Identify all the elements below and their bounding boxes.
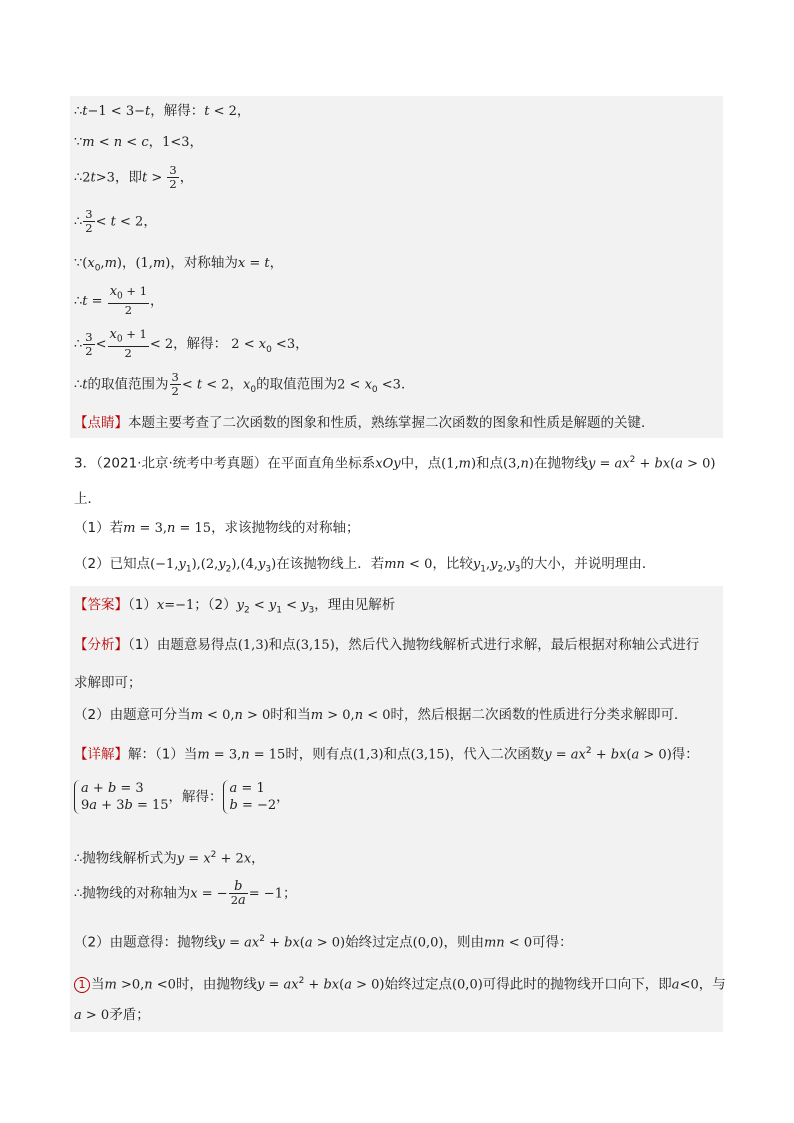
detail-equation-system: a + b = 3 9a + 3b = 15，解得：a = 1 b = −2， xyxy=(70,770,723,832)
solution-line-7: ∴ $\frac{3}{2}$ < $\frac{x_0 + 1}{2}$ < 2，解得： $2 < x_0 <3$， xyxy=(70,322,723,366)
analysis-line-1: 【分析】（1）由题意易得点(1,3)和点(3,15)，然后代入抛物线解析式进行求解，最后根据对称轴公式进行 xyxy=(70,624,723,662)
detail-line-4: ∴抛物线的对称轴为x = − $\frac{b}{2a}$ = −1； xyxy=(70,874,723,920)
question-3-stem-end xyxy=(70,490,723,510)
analysis-text-3a: （2）由题意可分当 xyxy=(74,707,191,723)
detail-text-5c: ，则由 xyxy=(443,934,484,951)
coordinate-system: xOy xyxy=(375,456,401,472)
solution-brace: a = 1 b = −2 xyxy=(223,780,277,814)
analysis-line-3: （2）由题意可分当m < 0,n > 0时和当m > 0,n < 0时，然后根据二次函数的性质进行分类求解即可． xyxy=(70,700,723,736)
detail-line-6: 1 当m >0,n <0时，由抛物线$y = ax^2 + bx(a > 0)$始终过定点(0,0)可得此时的抛物线开口向下，即a<0，与 xyxy=(70,960,723,1002)
detail-solve: ，解得： xyxy=(168,789,223,805)
analysis-line-2 xyxy=(70,662,723,700)
system-brace: a + b = 3 9a + 3b = 15 xyxy=(74,780,169,814)
question-3-part-2: （2）已知点$(-1,y_1),(2,y_2),(4,y_3)$在该抛物线上．若mn < 0，比较$y_1,y_2,y_3$的大小，并说明理由． xyxy=(74,556,656,575)
solution-line-4: ∴ $\frac{3}{2}$ < t < 2， xyxy=(70,202,723,246)
stem-text-3: 在抛物线 xyxy=(533,455,588,472)
stem-end: 上． xyxy=(74,491,101,507)
range-label-x0: 的取值范围为 xyxy=(256,376,338,393)
detail-text-1a: 解：（1）当 xyxy=(128,746,198,763)
part-1-prefix: （1）若 xyxy=(74,520,124,536)
detail-tag: 【详解】 xyxy=(74,746,128,763)
answer-tail: ，理由见解析 xyxy=(314,597,396,613)
solution-line-3: ∴2t>3，即t > $\frac{3}{2}$ ， xyxy=(70,158,723,202)
detail-line-7: a > 0矛盾； xyxy=(70,1002,723,1032)
answer-part-2: ；（2） xyxy=(194,597,237,613)
solution-line-5: $\because(x_0,m)$，(1,m)，对称轴为x = t， xyxy=(70,246,723,280)
part-2-prefix: （2）已知点 xyxy=(74,556,151,572)
detail-text-6e: ，与 xyxy=(698,976,726,993)
solution-line-1: ∴t−1 < 3−t，解得：t < 2， xyxy=(70,96,723,126)
solve-label: 解得： xyxy=(163,103,205,119)
note-tag: 【点睛】 xyxy=(74,415,128,431)
solution-line-8: ∴t的取值范围为 $\frac{3}{2}$ < t < 2，$x_0$的取值范围为$2 < x_0 <3$． xyxy=(70,366,723,408)
detail-text-6b: 时，由抛物线 xyxy=(175,976,257,993)
detail-text-5b: 始终过定点 xyxy=(345,934,413,951)
detail-text-6a: 当 xyxy=(91,976,105,993)
part-2-suffix: 的大小，并说明理由． xyxy=(520,556,656,572)
range-label-t: 的取值范围为 xyxy=(87,376,169,393)
analysis-text-3c: 时，然后根据二次函数的性质进行分类求解即可． xyxy=(390,707,688,723)
detail-text-1c: 和点 xyxy=(383,746,411,763)
question-3-stem: 3．（2021·北京·统考中考真题）在平面直角坐标系xOy中，点(1,m)和点(3,n)在抛物线$y = ax^2 + bx(a > 0)$ xyxy=(74,455,716,472)
solution-line-2: ∵m < n < c，1<3， xyxy=(70,126,723,158)
detail-line-5: （2）由题意得：抛物线$y = ax^2 + bx(a > 0)$始终过定点(0,0)，则由mn < 0可得： xyxy=(70,920,723,960)
detail-text-5a: （2）由题意得：抛物线 xyxy=(74,934,218,951)
detail-text-3: 抛物线解析式为 xyxy=(82,850,177,867)
detail-text-1d: ，代入二次函数 xyxy=(449,746,545,763)
answer-part-1: （1） xyxy=(128,597,157,613)
detail-line-3: ∴抛物线解析式为$y = x^2 + 2x$， xyxy=(70,832,723,874)
detail-text-6d: 可得此时的抛物线开口向下，即 xyxy=(482,976,672,993)
note-line xyxy=(70,408,723,438)
stem-text-1: 中，点 xyxy=(400,455,442,472)
question-3-part-1: （1）若m = 3,n = 15，求该抛物线的对称轴； xyxy=(74,520,360,536)
detail-text-6c: 始终过定点 xyxy=(384,976,452,993)
question-source: 3．（2021·北京·统考中考真题）在平面直角坐标系 xyxy=(74,455,376,472)
solution-line-6: ∴t = $\frac{x_0 + 1}{2}$ ， xyxy=(70,280,723,322)
part-1-suffix: ，求该抛物线的对称轴； xyxy=(211,520,360,536)
solve-label-2: 解得： xyxy=(186,336,228,353)
detail-text-5d: 可得： xyxy=(532,934,573,951)
part-2-mid: 在该抛物线上．若 xyxy=(276,556,385,572)
case-number-badge: 1 xyxy=(74,977,90,993)
detail-text-1e: 得： xyxy=(671,746,699,763)
analysis-text-1a: （1）由题意易得点 xyxy=(128,637,238,653)
detail-text-4: 抛物线的对称轴为 xyxy=(82,885,191,902)
analysis-text-3b: 时和当 xyxy=(270,707,311,723)
note-text: 本题主要考查了二次函数的图象和性质，熟练掌握二次函数的图象和性质是解题的关键． xyxy=(128,415,655,431)
analysis-text-1b: 和点 xyxy=(268,637,296,653)
detail-text-1b: 时，则有点 xyxy=(285,746,353,763)
part-2-mid2: ，比较 xyxy=(432,556,473,572)
answer-tag: 【答案】 xyxy=(74,597,128,613)
detail-line-1: 【详解】解：（1）当m = 3,n = 15时，则有点(1,3)和点(3,15)，代入二次函数$y = ax^2 + bx(a > 0)$得： xyxy=(70,736,723,770)
analysis-text-1c: ，然后代入抛物线解析式进行求解，最后根据对称轴公式进行 xyxy=(334,637,700,653)
analysis-text-2: 求解即可； xyxy=(74,675,142,691)
stem-text-2: 和点 xyxy=(476,455,504,472)
analysis-tag: 【分析】 xyxy=(74,637,128,653)
answer-line: 【答案】（1）x=−1；$(2)y_2 < y_1 < y_3$，理由见解析 xyxy=(70,586,723,624)
axis-label: 对称轴为 xyxy=(183,255,238,271)
detail-text-7: 矛盾； xyxy=(109,1007,150,1023)
